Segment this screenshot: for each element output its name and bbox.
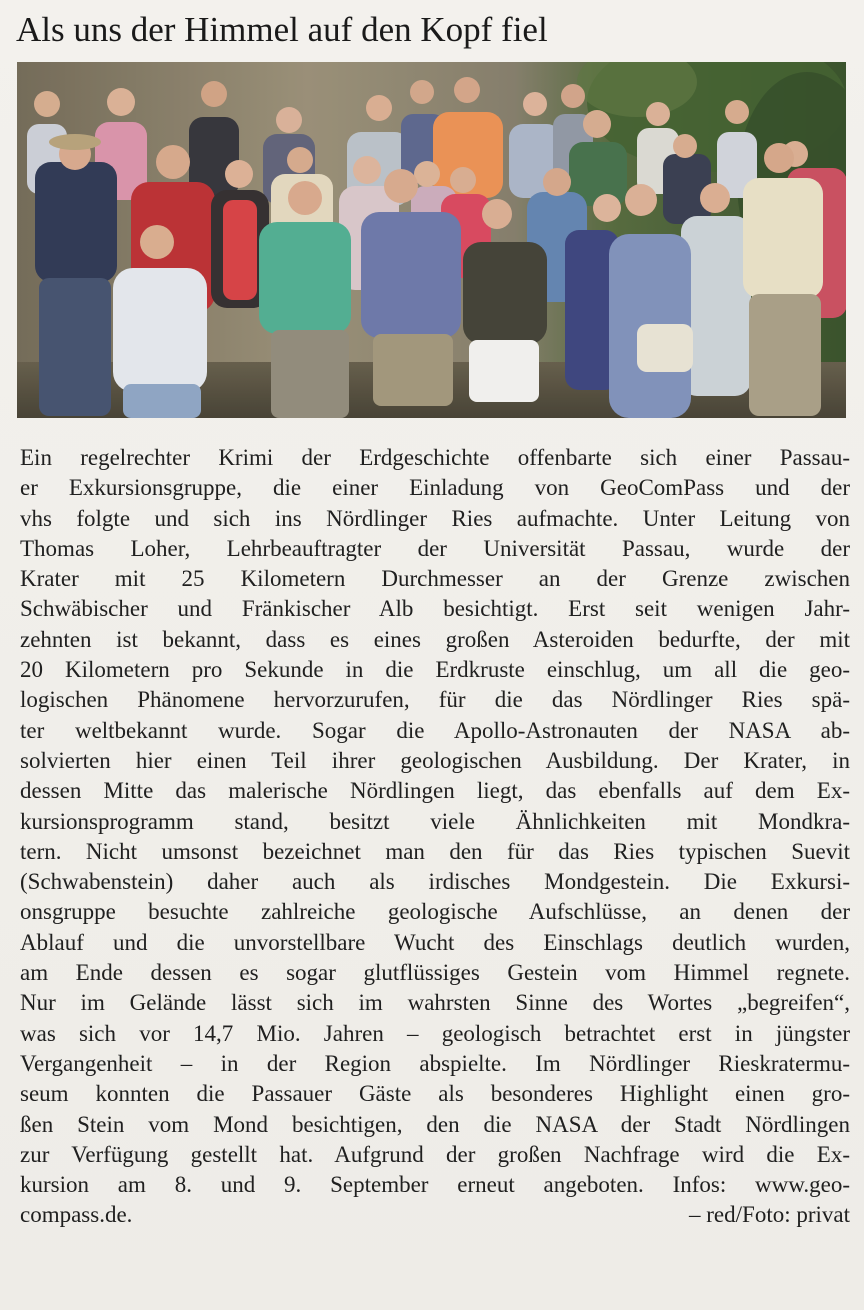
article-line: seum konnten die Passauer Gäste als besonderes Highlight einen gro-: [20, 1081, 850, 1107]
article-line: Nur im Gelände lässt sich im wahrsten Sinne des Wortes „begreifen“,: [20, 990, 850, 1016]
article-line: kursionsprogramm stand, besitzt viele Ähnlichkeiten mit Mondkra-: [20, 808, 850, 834]
article-line: (Schwabenstein) daher auch als irdisches Mondgestein. Die Exkursi-: [20, 869, 850, 895]
group-photo-image: [17, 62, 846, 418]
article-line: tern. Nicht umsonst bezeichnet man den für das Ries typischen Suevit: [20, 838, 850, 864]
article-line: ter weltbekannt wurde. Sogar die Apollo-Astronauten der NASA ab-: [20, 717, 850, 743]
group-photo: [17, 62, 846, 418]
article-body: [20, 443, 850, 1231]
photo-credit: – red/Foto: privat: [689, 1202, 850, 1228]
article-line: Schwäbischer und Fränkischer Alb besichtigt. Erst seit wenigen Jahr-: [20, 596, 850, 622]
article-headline: Als uns der Himmel auf den Kopf fiel: [16, 10, 548, 49]
article-line: Vergangenheit – in der Region abspielte. Im Nördlinger Rieskratermu-: [20, 1050, 850, 1076]
article-line: dessen Mitte das malerische Nördlingen liegt, das ebenfalls auf dem Ex-: [20, 778, 850, 804]
article-line: was sich vor 14,7 Mio. Jahren – geologisch betrachtet erst in jüngster: [20, 1020, 850, 1046]
article-line: compass.de.: [20, 1202, 133, 1228]
article-line: Ablauf und die unvorstellbare Wucht des Einschlags deutlich wurden,: [20, 929, 850, 955]
article-line: zehnten ist bekannt, dass es eines großen Asteroiden bedurfte, der mit: [20, 626, 850, 652]
article-line: Ein regelrechter Krimi der Erdgeschichte offenbarte sich einer Passau-: [20, 445, 850, 470]
article-line: solvierten hier einen Teil ihrer geologischen Ausbildung. Der Krater, in: [20, 747, 850, 773]
article-line: onsgruppe besuchte zahlreiche geologische Aufschlüsse, an denen der: [20, 899, 850, 925]
article-line: ßen Stein vom Mond besichtigen, den die NASA der Stadt Nördlingen: [20, 1111, 850, 1137]
article-line: am Ende dessen es sogar glutflüssiges Gestein vom Himmel regnete.: [20, 960, 850, 986]
article-line: vhs folgte und sich ins Nördlinger Ries aufmachte. Unter Leitung von: [20, 505, 850, 531]
article-line: kursion am 8. und 9. September erneut angeboten. Infos: www.geo-: [20, 1172, 850, 1198]
article-line: zur Verfügung gestellt hat. Aufgrund der großen Nachfrage wird die Ex-: [20, 1141, 850, 1167]
article-line: logischen Phänomene hervorzurufen, für die das Nördlinger Ries spä-: [20, 687, 850, 713]
article-line: er Exkursionsgruppe, die einer Einladung von GeoComPass und der: [20, 475, 850, 501]
article-line: Thomas Loher, Lehrbeauftragter der Universität Passau, wurde der: [20, 535, 850, 561]
article-line: Krater mit 25 Kilometern Durchmesser an der Grenze zwischen: [20, 566, 850, 592]
article-last-line: [20, 1200, 850, 1230]
article-line: 20 Kilometern pro Sekunde in die Erdkruste einschlug, um all die geo-: [20, 657, 850, 683]
